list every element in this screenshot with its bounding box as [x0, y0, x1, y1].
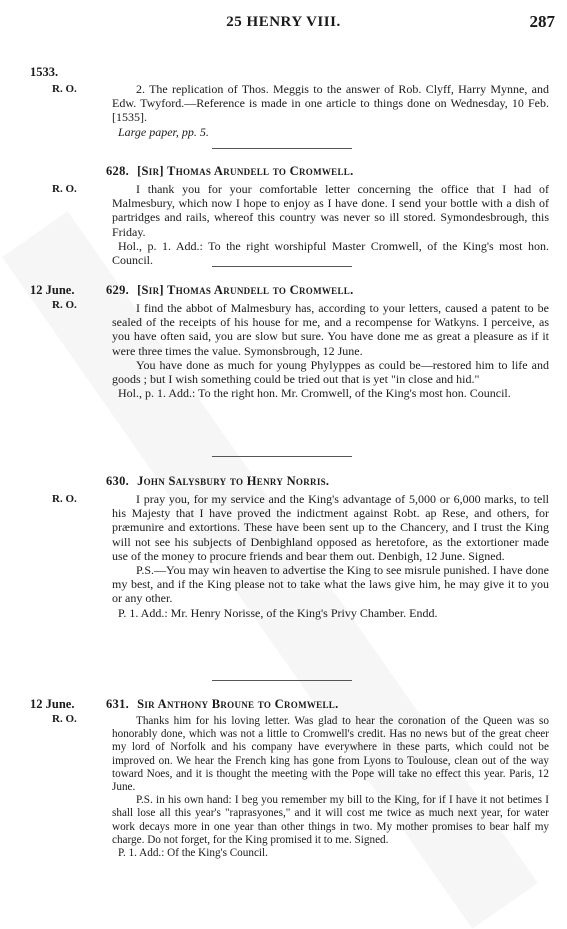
entry-number: 629.: [106, 283, 130, 297]
entry-body: [112, 182, 549, 267]
running-title: 25 HENRY VIII.: [226, 14, 341, 30]
entry-title: [Sir] Thomas Arundell to Cromwell.: [137, 283, 354, 297]
entry-body: [112, 715, 549, 860]
page-header: [0, 12, 567, 34]
entry-date: 12 June.: [30, 697, 75, 711]
paragraph: I find the abbot of Malmesbury has, according to your letters, caused a patent to be sealed of the receipts of his house for me, and a recompense for Watkyns. I perceive, as you have often said, you are slow but sure. You have done me as great a pleasure as if it were three times the value. Symonsbrough, 12 June.: [112, 301, 549, 358]
entry-title: [Sir] Thomas Arundell to Cromwell.: [137, 164, 354, 178]
entry-margin: [30, 492, 110, 506]
record-office-ref: R. O.: [52, 299, 77, 311]
entry-body: [112, 301, 549, 400]
separator-rule: [212, 266, 352, 267]
entry-number: 631.: [106, 697, 130, 711]
separator-rule: [212, 456, 352, 457]
entry-margin: [30, 283, 110, 312]
entry-number: 630.: [106, 474, 130, 488]
page-number: 287: [529, 12, 555, 31]
paragraph: 2. The replication of Thos. Meggis to the answer of Rob. Clyff, Harry Mynne, and Edw. Twyford.—Reference is made in one article to things done on Wednesday, 10 Feb. [1535].: [112, 82, 549, 125]
paragraph: Thanks him for his loving letter. Was glad to hear the coronation of the Queen was so honorably done, which was not a little to Cromwell's credit. Has no news but of the great cheer my lord of Norfolk and his company have everywhere in these parts, which could not be improved on. We hear the French king has gone from Lyons to Toulouse, clean out of the way toward Noes, and it is thought the meeting with the Pope will take no effect this year. Paris, 12 June.: [112, 715, 549, 794]
paragraph: I thank you for your comfortable letter concerning the office that I had of Malmesbury, which now I hope to enjoy as I have done. I send your bottle with a dish of partridges and rails, whereof this country was never so ill stored. Symondesbrough, this Friday.: [112, 182, 549, 239]
entry-margin: [30, 82, 110, 96]
entry-heading: [106, 697, 546, 712]
entry-heading: [106, 474, 546, 489]
entry-margin: [30, 182, 110, 196]
entry-title: John Salysbury to Henry Norris.: [137, 474, 330, 488]
paragraph: P.S. in his own hand: I beg you remember my bill to the King, for if I have it not betimes I shall lose all this year's "raprasyones," and it will cost me twice as much next year, for water work decays more in one year than other things in two. My mother promises to bear half my charge. Do not forget, for the King promised it to me. Signed.: [112, 794, 549, 846]
entry-margin: [30, 697, 110, 726]
entry-heading: [106, 283, 546, 298]
paragraph: P. 1. Add.: Of the King's Council.: [118, 847, 268, 860]
record-office-ref: R. O.: [52, 493, 77, 505]
entry-title: Sir Anthony Broune to Cromwell.: [137, 697, 339, 711]
separator-rule: [212, 680, 352, 681]
record-office-ref: R. O.: [52, 713, 77, 725]
paragraph: Hol., p. 1. Add.: To the right hon. Mr. Cromwell, of the King's most hon. Council.: [118, 386, 511, 401]
separator-rule: [212, 148, 352, 149]
paragraph: I pray you, for my service and the King's advantage of 5,000 or 6,000 marks, to tell his Majesty that I have proved the indictment against Robt. ap Rese, and others, for præmunire and extortions. These have been sent up to the Chancery, and I trust the King will not see his subjects of Denbighland opposed as heretofore, as the extortioner made use of the money to procure friends and bear them out. Denbigh, 12 June. Signed.: [112, 492, 549, 563]
paragraph: You have done as much for young Phylyppes as could be—restored him to life and goods ; but I wish something could be tried out that is yet "in close and hid.": [112, 357, 549, 387]
entry-heading: [106, 164, 546, 179]
entry-body: [112, 492, 549, 620]
paragraph: Hol., p. 1. Add.: To the right worshipful Master Cromwell, of the King's most hon. Council.: [112, 238, 549, 268]
paragraph: Large paper, pp. 5.: [118, 124, 209, 139]
year-label: 1533.: [30, 65, 59, 79]
record-office-ref: R. O.: [52, 83, 77, 95]
record-office-ref: R. O.: [52, 183, 77, 195]
paragraph: P. 1. Add.: Mr. Henry Norisse, of the King's Privy Chamber. Endd.: [118, 605, 438, 620]
entry-date: 12 June.: [30, 283, 75, 297]
entry-number: 628.: [106, 164, 130, 178]
entry-body: [112, 82, 549, 139]
paragraph: P.S.—You may win heaven to advertise the King to see misrule punished. I have done my best, and if the King please not to take what the laws give him, he may give it to you or any other.: [112, 563, 549, 606]
